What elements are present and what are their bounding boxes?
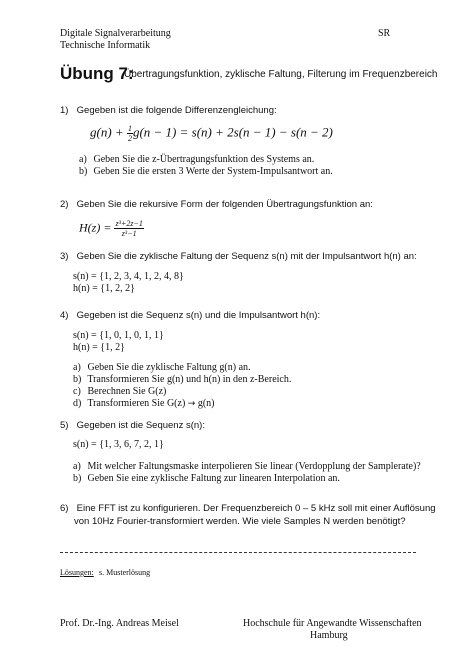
fraction-denominator: 2 bbox=[127, 134, 132, 143]
sub-letter: a) bbox=[73, 461, 81, 472]
exercise-subtitle: Übertragungsfunktion, zyklische Faltung, Filterung im Frequenzbereich bbox=[124, 69, 438, 80]
task-number: 3) bbox=[60, 251, 69, 262]
transfer-fraction bbox=[114, 219, 143, 238]
sub-letter: d) bbox=[73, 398, 82, 409]
task-5a bbox=[73, 461, 421, 472]
solutions-label: Lösungen: bbox=[60, 568, 94, 577]
task-4c bbox=[73, 386, 166, 397]
task-1 bbox=[60, 105, 277, 116]
fraction-denominator: z³−1 bbox=[121, 229, 137, 238]
task-6-line2: von 10Hz Fourier-transformiert werden. Wie viele Samples N werden benötigt? bbox=[74, 516, 406, 527]
fraction-numerator: z³+2z−1 bbox=[115, 219, 143, 228]
difference-equation bbox=[90, 124, 333, 143]
course-title: Digitale Signalverarbeitung bbox=[60, 28, 171, 39]
footer-author: Prof. Dr.-Ing. Andreas Meisel bbox=[60, 618, 179, 629]
task-4d bbox=[73, 398, 215, 409]
task-number: 2) bbox=[60, 199, 69, 210]
task-5 bbox=[60, 420, 205, 431]
footer-city: Hamburg bbox=[310, 630, 348, 641]
task-text: Gegeben ist die Sequenz s(n) und die Impulsantwort h(n): bbox=[76, 310, 321, 321]
task-number: 4) bbox=[60, 310, 69, 321]
task-2 bbox=[60, 199, 373, 210]
sub-text: Mit welcher Faltungsmaske interpolieren Sie linear (Verdopplung der Samplerate)? bbox=[87, 461, 421, 472]
author-initials: SR bbox=[378, 28, 391, 39]
task-text: Geben Sie die rekursive Form der folgenden Übertragungsfunktion an: bbox=[76, 199, 373, 210]
equation-left: g(n) + bbox=[90, 124, 127, 140]
solutions-text: s. Musterlösung bbox=[99, 568, 151, 577]
sequence-h: h(n) = {1, 2, 2} bbox=[73, 283, 135, 294]
transfer-function bbox=[79, 219, 144, 238]
task-text: Gegeben ist die Sequenz s(n): bbox=[76, 420, 205, 431]
task-1b bbox=[79, 166, 333, 177]
sub-letter: a) bbox=[73, 362, 81, 373]
task-text: Geben Sie die zyklische Faltung der Sequenz s(n) mit der Impulsantwort h(n) an: bbox=[76, 251, 417, 262]
task-4a bbox=[73, 362, 251, 373]
sub-letter: b) bbox=[73, 473, 82, 484]
sub-letter: b) bbox=[79, 166, 88, 177]
sub-letter: b) bbox=[73, 374, 82, 385]
sub-text: Geben Sie die ersten 3 Werte der System-Impulsantwort an. bbox=[93, 166, 333, 177]
equation-left: H(z) = bbox=[79, 220, 115, 235]
sequence-s: s(n) = {1, 2, 3, 4, 1, 2, 4, 8} bbox=[73, 271, 184, 282]
equation-right: g(n − 1) = s(n) + 2s(n − 1) − s(n − 2) bbox=[132, 124, 333, 140]
task-5b bbox=[73, 473, 340, 484]
sub-text: Geben Sie die zyklische Faltung g(n) an. bbox=[87, 362, 251, 373]
sub-text-after: g(n) bbox=[197, 398, 215, 409]
sequence-s: s(n) = {1, 0, 1, 0, 1, 1} bbox=[73, 330, 164, 341]
task-text: Gegeben ist die folgende Differenzengleichung: bbox=[76, 105, 277, 116]
sequence-h: h(n) = {1, 2} bbox=[73, 342, 125, 353]
task-number: 5) bbox=[60, 420, 69, 431]
task-4 bbox=[60, 310, 320, 321]
task-6 bbox=[60, 503, 436, 514]
sub-text: Geben Sie eine zyklische Faltung zur linearen Interpolation an. bbox=[87, 473, 340, 484]
sequence-s: s(n) = {1, 3, 6, 7, 2, 1} bbox=[73, 439, 164, 450]
task-3 bbox=[60, 251, 417, 262]
fraction-numerator: 1 bbox=[127, 124, 132, 133]
task-4b bbox=[73, 374, 291, 385]
task-text-line1: Eine FFT ist zu konfigurieren. Der Frequenzbereich 0 – 5 kHz soll mit einer Auflösung bbox=[76, 503, 436, 514]
course-subtitle: Technische Informatik bbox=[60, 40, 151, 51]
sub-letter: a) bbox=[79, 154, 87, 165]
dashed-separator bbox=[60, 552, 416, 553]
sub-letter: c) bbox=[73, 386, 81, 397]
task-1a bbox=[79, 154, 314, 165]
sub-text: Transformieren Sie g(n) und h(n) in den z-Bereich. bbox=[87, 374, 292, 385]
sub-text: Transformieren Sie G(z) bbox=[87, 398, 186, 409]
exercise-title: Übung 7: bbox=[60, 64, 134, 83]
arrow-right-icon: → bbox=[187, 399, 196, 409]
task-number: 1) bbox=[60, 105, 69, 116]
sub-text: Geben Sie die z-Übertragungsfunktion des Systems an. bbox=[93, 154, 315, 165]
footer-institution: Hochschule für Angewandte Wissenschaften bbox=[243, 618, 422, 629]
sub-text: Berechnen Sie G(z) bbox=[87, 386, 167, 397]
task-number: 6) bbox=[60, 503, 69, 514]
